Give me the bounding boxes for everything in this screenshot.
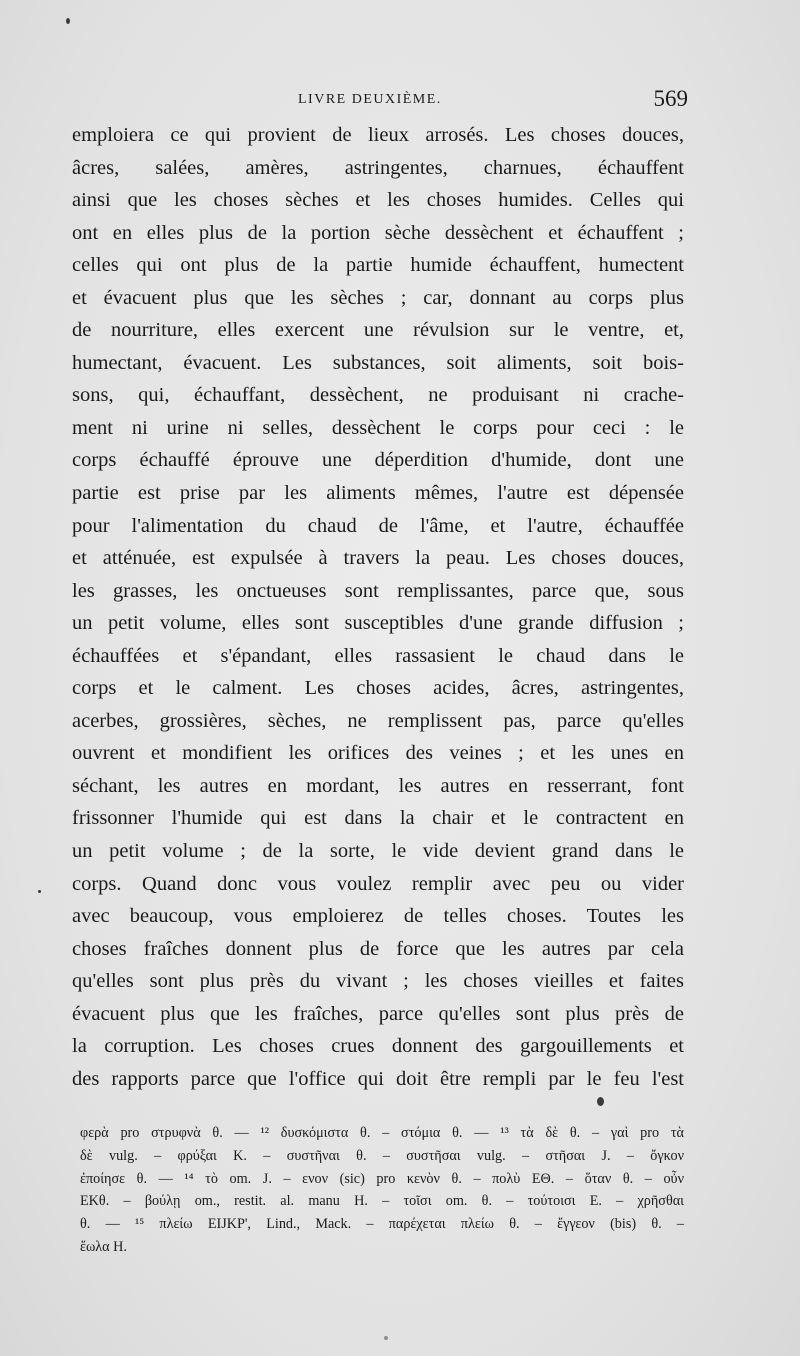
- text-line: celles qui ont plus de la partie humide échauffent, humectent: [72, 254, 684, 277]
- text-line: acerbes, grossières, sèches, ne remplissent pas, parce qu'elles: [72, 709, 684, 732]
- ink-speck: [66, 18, 70, 24]
- text-line: ment ni urine ni selles, dessèchent le corps pour ceci : le: [72, 416, 684, 439]
- text-line: séchant, les autres en mordant, les autres en resserrant, font: [72, 774, 684, 797]
- running-head: [72, 86, 688, 116]
- footnote-line: δὲ vulg. – φρύξαι K. – συστῆναι θ. – συστῆσαι vulg. – στῆσαι J. – ὄγκον: [80, 1147, 684, 1164]
- footnote-line: EKθ. – βούλῃ om., restit. al. manu H. – τοῖσι om. θ. – τούτοισι E. – χρῆσθαι: [80, 1193, 684, 1210]
- text-line: de nourriture, elles exercent une révulsion sur le ventre, et,: [72, 319, 684, 342]
- text-line: et atténuée, est expulsée à travers la peau. Les choses douces,: [72, 547, 684, 570]
- text-line: les grasses, les onctueuses sont remplissantes, parce que, sous: [72, 579, 684, 602]
- text-line: frissonner l'humide qui est dans la chair et le contractent en: [72, 807, 684, 830]
- text-line: et évacuent plus que les sèches ; car, donnant au corps plus: [72, 286, 684, 309]
- text-line: avec beaucoup, vous emploierez de telles choses. Toutes les: [72, 905, 684, 928]
- text-line: corps. Quand donc vous voulez remplir avec peu ou vider: [72, 872, 684, 895]
- footnote-line: θ. — ¹⁵ πλείω EIJKP', Lind., Mack. – παρέχεται πλείω θ. – ἔγγεον (bis) θ. –: [80, 1216, 684, 1233]
- text-line: pour l'alimentation du chaud de l'âme, et l'autre, échauffée: [72, 514, 684, 537]
- text-line: sons, qui, échauffant, dessèchent, ne produisant ni crache-: [72, 384, 684, 407]
- footnote-line: ἐποίησε θ. — ¹⁴ τὸ om. J. – ενον (sic) pro κενὸν θ. – πολὺ EΘ. – ὅταν θ. – οὖν: [80, 1170, 684, 1187]
- text-line: âcres, salées, amères, astringentes, charnues, échauffent: [72, 156, 684, 179]
- text-line: un petit volume, elles sont susceptibles d'une grande diffusion ;: [72, 612, 684, 635]
- ink-speck: [597, 1097, 604, 1106]
- text-line: un petit volume ; de la sorte, le vide devient grand dans le: [72, 840, 684, 863]
- running-title: LIVRE DEUXIÈME.: [298, 92, 442, 107]
- text-line: échauffées et s'épandant, elles rassasient le chaud dans le: [72, 644, 684, 667]
- text-line: partie est prise par les aliments mêmes, l'autre est dépensée: [72, 482, 684, 505]
- footnotes: [80, 1122, 684, 1259]
- text-line: qu'elles sont plus près du vivant ; les choses vieilles et faites: [72, 970, 684, 993]
- ink-speck: [38, 890, 41, 893]
- footnote-line: φερὰ pro στρυφνὰ θ. — ¹² δυσκόμιστα θ. – στόμια θ. — ¹³ τὰ δὲ θ. – γαὶ pro τὰ: [80, 1125, 684, 1141]
- text-line: ainsi que les choses sèches et les choses humides. Celles qui: [72, 189, 684, 212]
- text-line: choses fraîches donnent plus de force que les autres par cela: [72, 937, 684, 960]
- text-line: des rapports parce que l'office qui doit être rempli par le feu l'est: [72, 1067, 684, 1090]
- footnote-line: ἕωλα H.: [80, 1238, 127, 1255]
- text-line: corps et le calment. Les choses acides, âcres, astringentes,: [72, 677, 684, 700]
- body-text: [72, 119, 684, 1095]
- text-line: corps échauffé éprouve une déperdition d'humide, dont une: [72, 449, 684, 472]
- text-line: emploiera ce qui provient de lieux arrosés. Les choses douces,: [72, 124, 684, 146]
- text-line: ont en elles plus de la portion sèche dessèchent et échauffent ;: [72, 221, 684, 244]
- text-line: humectant, évacuent. Les substances, soit aliments, soit bois-: [72, 351, 684, 374]
- text-line: la corruption. Les choses crues donnent des gargouillements et: [72, 1035, 684, 1058]
- ink-speck: [384, 1336, 388, 1340]
- text-line: ouvrent et mondifient les orifices des veines ; et les unes en: [72, 742, 684, 765]
- page-number: 569: [653, 86, 688, 111]
- text-line: évacuent plus que les fraîches, parce qu'elles sont plus près de: [72, 1002, 684, 1025]
